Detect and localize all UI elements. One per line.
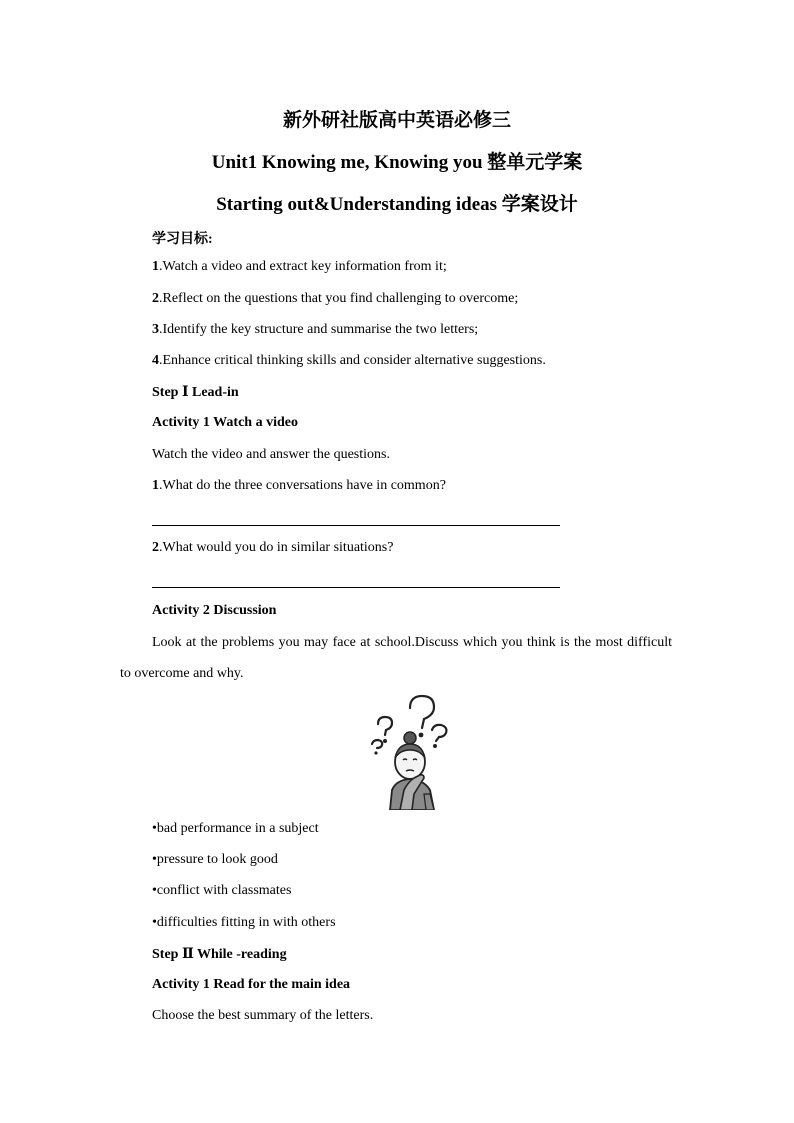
question-text: .What do the three conversations have in common? [159,478,446,493]
question-number: 2 [152,540,159,555]
objective-number: 2 [152,291,159,306]
step2-activity1-heading: Activity 1 Read for the main idea [152,977,351,992]
question-text: .What would you do in similar situations? [159,540,394,555]
objective-number: 3 [152,322,159,337]
objective-item [152,259,447,275]
objective-text: .Enhance critical thinking skills and consider alternative suggestions. [159,353,546,368]
objective-number: 4 [152,353,159,368]
activity2-paragraph-text: Look at the problems you may face at school.Discuss which you think is the most difficult to overcome and why. [120,635,672,681]
step2-activity1-instruction: Choose the best summary of the letters. [152,1008,374,1023]
activity1-heading: Activity 1 Watch a video [152,415,298,430]
objectives-heading: 学习目标: [152,232,213,247]
activity1-instruction: Watch the video and answer the questions. [152,447,390,462]
question-number: 1 [152,478,159,493]
problem-item: •difficulties fitting in with others [152,915,336,930]
problem-item: •conflict with classmates [152,883,292,898]
problem-item: •bad performance in a subject [152,821,319,836]
thinking-person-icon [364,690,460,810]
step1-heading: Step Ⅰ Lead-in [152,385,239,400]
doc-title: 新外研社版高中英语必修三 [282,110,511,131]
objective-text: .Reflect on the questions that you find challenging to overcome; [159,291,519,306]
objective-item [152,353,546,369]
step2-heading: Step Ⅱ While -reading [152,947,287,962]
answer-line-1[interactable] [152,525,560,526]
activity2-paragraph [120,627,672,689]
objective-item [152,291,518,307]
problem-item: •pressure to look good [152,852,278,867]
objective-item [152,322,478,338]
activity2-heading: Activity 2 Discussion [152,603,277,618]
question-2 [152,540,393,556]
answer-line-2[interactable] [152,587,560,588]
question-1 [152,478,446,494]
objective-text: .Watch a video and extract key information from it; [159,259,447,274]
objective-text: .Identify the key structure and summarise the two letters; [159,322,479,337]
objective-number: 1 [152,259,159,274]
doc-subtitle-unit: Unit1 Knowing me, Knowing you 整单元学案 [211,152,583,173]
doc-subtitle-lesson: Starting out&Understanding ideas 学案设计 [216,194,578,215]
